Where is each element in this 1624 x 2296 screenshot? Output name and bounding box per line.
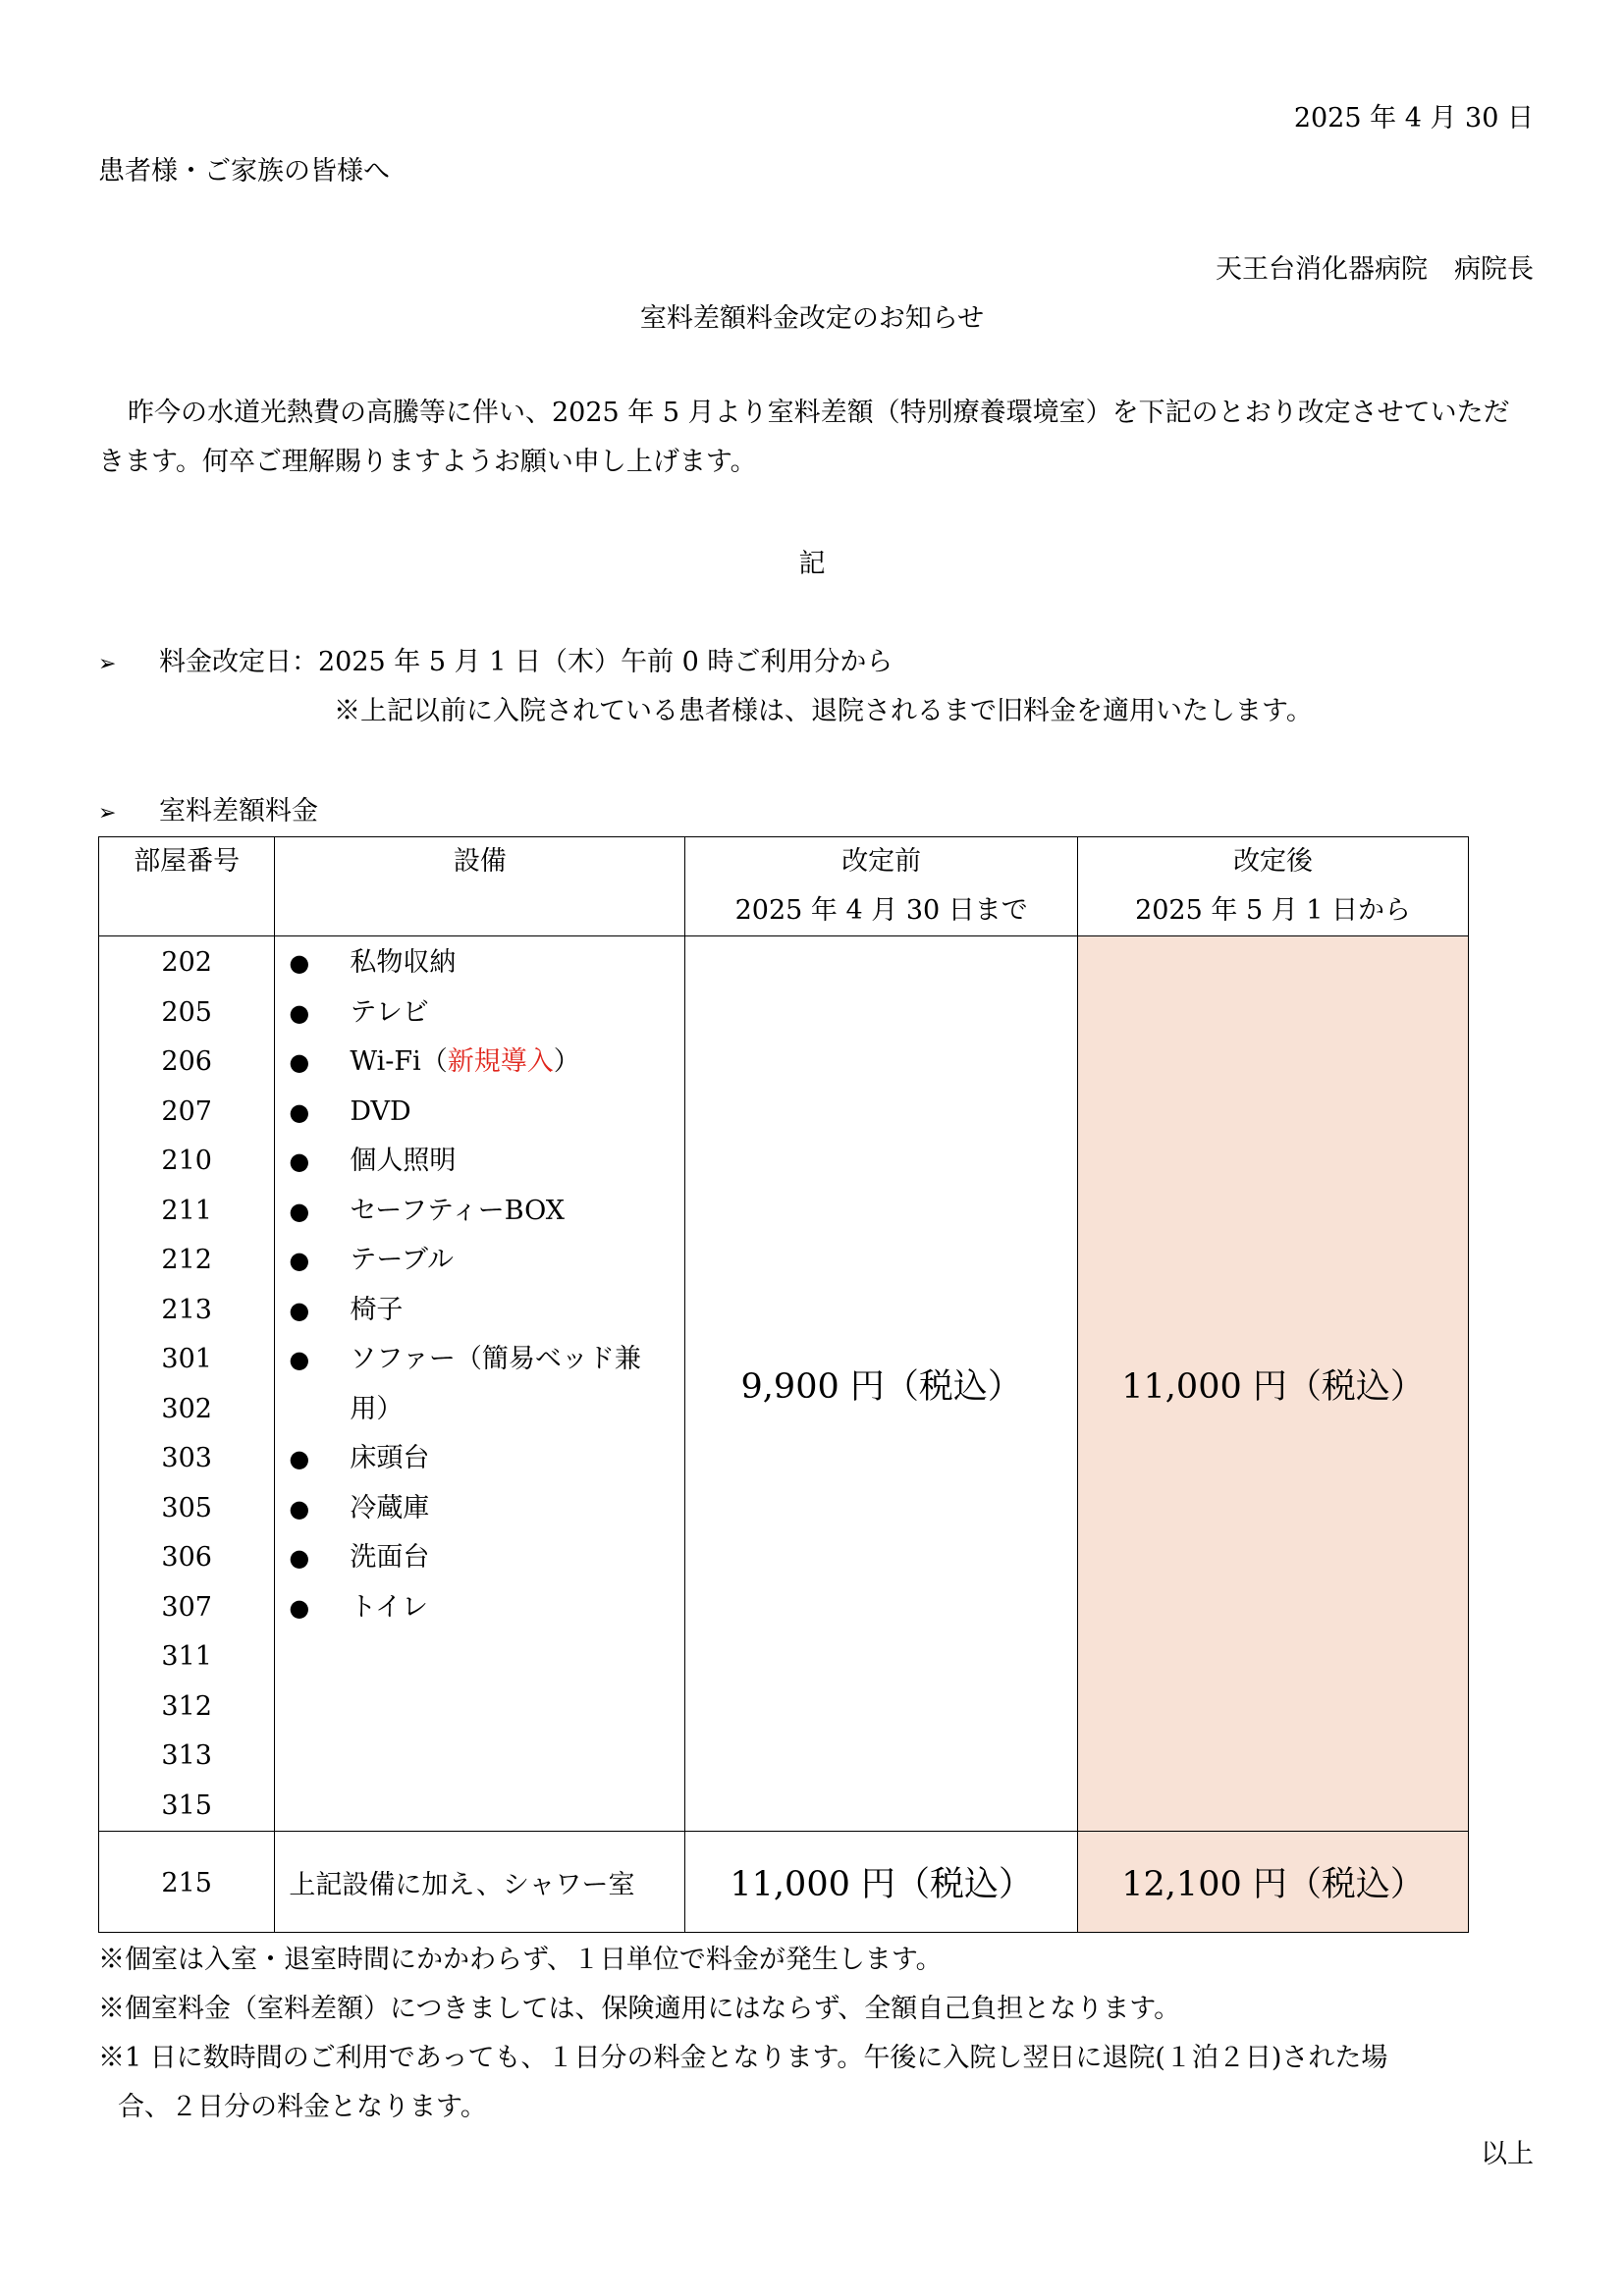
before-price-shower: 11,000 円（税込） bbox=[685, 1832, 1078, 1933]
header-after: 改定後 2025 年 5 月 1 日から bbox=[1078, 837, 1469, 936]
intro-paragraph: 昨今の水道光熱費の高騰等に伴い、2025 年 5 月より室料差額（特別療養環境室）を下記のとおり改定させていただきます。何卒ご理解賜りますようお願い申し上げます。 bbox=[98, 398, 1510, 477]
new-badge-text: 新規導入 bbox=[447, 1046, 554, 1077]
equipment-item bbox=[289, 1286, 684, 1336]
room-number: 307 bbox=[161, 1591, 212, 1623]
equipment-item bbox=[289, 1187, 684, 1237]
equipment-item bbox=[289, 1236, 684, 1286]
room-number: 211 bbox=[161, 1195, 212, 1226]
equipment-label: 洗面台 bbox=[350, 1542, 430, 1573]
bullet-dot-icon: ● bbox=[289, 949, 310, 977]
before-price: 9,900 円（税込） bbox=[685, 936, 1078, 1832]
bullet-dot-icon: ● bbox=[289, 1296, 310, 1324]
bullet-dot-icon: ● bbox=[289, 1544, 310, 1572]
equipment-item bbox=[289, 1533, 684, 1583]
room-number: 206 bbox=[161, 1046, 212, 1077]
equipment-label: ソファー（簡易ベッド兼用） bbox=[350, 1344, 641, 1424]
equipment-label: トイレ bbox=[350, 1591, 429, 1623]
equipment-label: 冷蔵庫 bbox=[350, 1492, 430, 1523]
room-number: 215 bbox=[99, 1832, 275, 1933]
bullet-dot-icon: ● bbox=[289, 1197, 310, 1225]
header-before: 改定前 2025 年 4 月 30 日まで bbox=[685, 837, 1078, 936]
room-number: 302 bbox=[161, 1393, 212, 1424]
equipment-item bbox=[289, 1335, 684, 1434]
after-price-shower: 12,100 円（税込） bbox=[1078, 1832, 1469, 1933]
arrow-bullet-icon: ➢ bbox=[98, 801, 117, 826]
table-row bbox=[99, 1832, 1469, 1933]
fee-heading-text: 室料差額料金 bbox=[159, 796, 318, 827]
room-number: 205 bbox=[161, 996, 212, 1028]
equipment-item bbox=[289, 1088, 684, 1138]
room-number: 202 bbox=[161, 947, 212, 978]
header-equipment: 設備 bbox=[275, 837, 685, 936]
bullet-dot-icon: ● bbox=[289, 1097, 310, 1126]
equipment-label: 私物収納 bbox=[350, 947, 457, 978]
bullet-dot-icon: ● bbox=[289, 1445, 310, 1472]
room-number: 207 bbox=[161, 1095, 212, 1127]
bullet-dot-icon: ● bbox=[289, 1346, 310, 1373]
table-header-row bbox=[99, 837, 1469, 936]
room-number: 311 bbox=[161, 1641, 212, 1672]
equipment-label: 床頭台 bbox=[350, 1443, 430, 1473]
header-room: 部屋番号 bbox=[99, 837, 275, 936]
equipment-label: DVD bbox=[350, 1095, 411, 1127]
room-number: 305 bbox=[161, 1492, 212, 1523]
fee-table bbox=[98, 836, 1469, 1933]
ki-heading: 記 bbox=[798, 549, 826, 579]
equipment-label: Wi-Fi（新規導入） bbox=[350, 1046, 580, 1077]
equipment-item bbox=[289, 1583, 684, 1633]
equipment-item bbox=[289, 1434, 684, 1484]
equipment-item bbox=[289, 988, 684, 1039]
document-date: 2025 年 4 月 30 日 bbox=[1293, 103, 1534, 133]
room-number: 312 bbox=[161, 1690, 212, 1722]
note-daily-billing: ※個室は入室・退室時間にかかわらず、１日単位で料金が発生します。 bbox=[98, 1945, 943, 1975]
room-number: 212 bbox=[161, 1245, 212, 1275]
equipment-label: テーブル bbox=[350, 1245, 454, 1275]
room-number: 303 bbox=[161, 1443, 212, 1473]
equipment-label: 椅子 bbox=[350, 1294, 404, 1325]
equipment-label: 個人照明 bbox=[350, 1146, 457, 1176]
revision-date-line bbox=[98, 640, 893, 678]
room-number: 210 bbox=[161, 1146, 212, 1176]
equipment-item bbox=[289, 1484, 684, 1534]
equipment-item bbox=[289, 1038, 684, 1088]
bullet-dot-icon: ● bbox=[289, 998, 310, 1027]
note-overnight: ※1 日に数時間のご利用であっても、１日分の料金となります。午後に入院し翌日に退院(１泊２日)された場 合、２日分の料金となります。 bbox=[98, 2043, 1388, 2122]
equipment-list bbox=[275, 936, 685, 1832]
equipment-label: セーフティーBOX bbox=[350, 1195, 566, 1226]
bullet-dot-icon: ● bbox=[289, 1593, 310, 1622]
revision-note: ※上記以前に入院されている患者様は、退院されるまで旧料金を適用いたします。 bbox=[334, 696, 1313, 726]
room-number: 213 bbox=[161, 1294, 212, 1325]
bullet-dot-icon: ● bbox=[289, 1494, 310, 1522]
room-number-list bbox=[99, 936, 275, 1832]
addressee: 患者様・ご家族の皆様へ bbox=[98, 156, 390, 187]
equipment-shower: 上記設備に加え、シャワー室 bbox=[275, 1832, 685, 1933]
bullet-dot-icon: ● bbox=[289, 1247, 310, 1274]
table-row bbox=[99, 936, 1469, 1832]
closing-ijo: 以上 bbox=[1481, 2139, 1534, 2169]
document-title: 室料差額料金改定のお知らせ bbox=[639, 303, 985, 334]
arrow-bullet-icon: ➢ bbox=[98, 652, 117, 676]
revision-date-text: 料金改定日：2025 年 5 月 1 日（木）午前 0 時ご利用分から bbox=[159, 647, 893, 677]
room-number: 313 bbox=[161, 1740, 212, 1771]
bullet-dot-icon: ● bbox=[289, 1048, 310, 1076]
bullet-dot-icon: ● bbox=[289, 1148, 310, 1175]
sender: 天王台消化器病院 病院長 bbox=[1216, 254, 1534, 285]
room-number: 315 bbox=[161, 1789, 212, 1821]
note-insurance: ※個室料金（室料差額）につきましては、保険適用にはならず、全額自己負担となります。 bbox=[98, 1994, 1181, 2024]
fee-heading-line bbox=[98, 789, 318, 828]
room-number: 306 bbox=[161, 1542, 212, 1573]
equipment-label: テレビ bbox=[350, 996, 429, 1028]
equipment-item bbox=[289, 938, 684, 988]
room-number: 301 bbox=[161, 1344, 212, 1374]
equipment-item bbox=[289, 1137, 684, 1187]
after-price: 11,000 円（税込） bbox=[1078, 936, 1469, 1832]
